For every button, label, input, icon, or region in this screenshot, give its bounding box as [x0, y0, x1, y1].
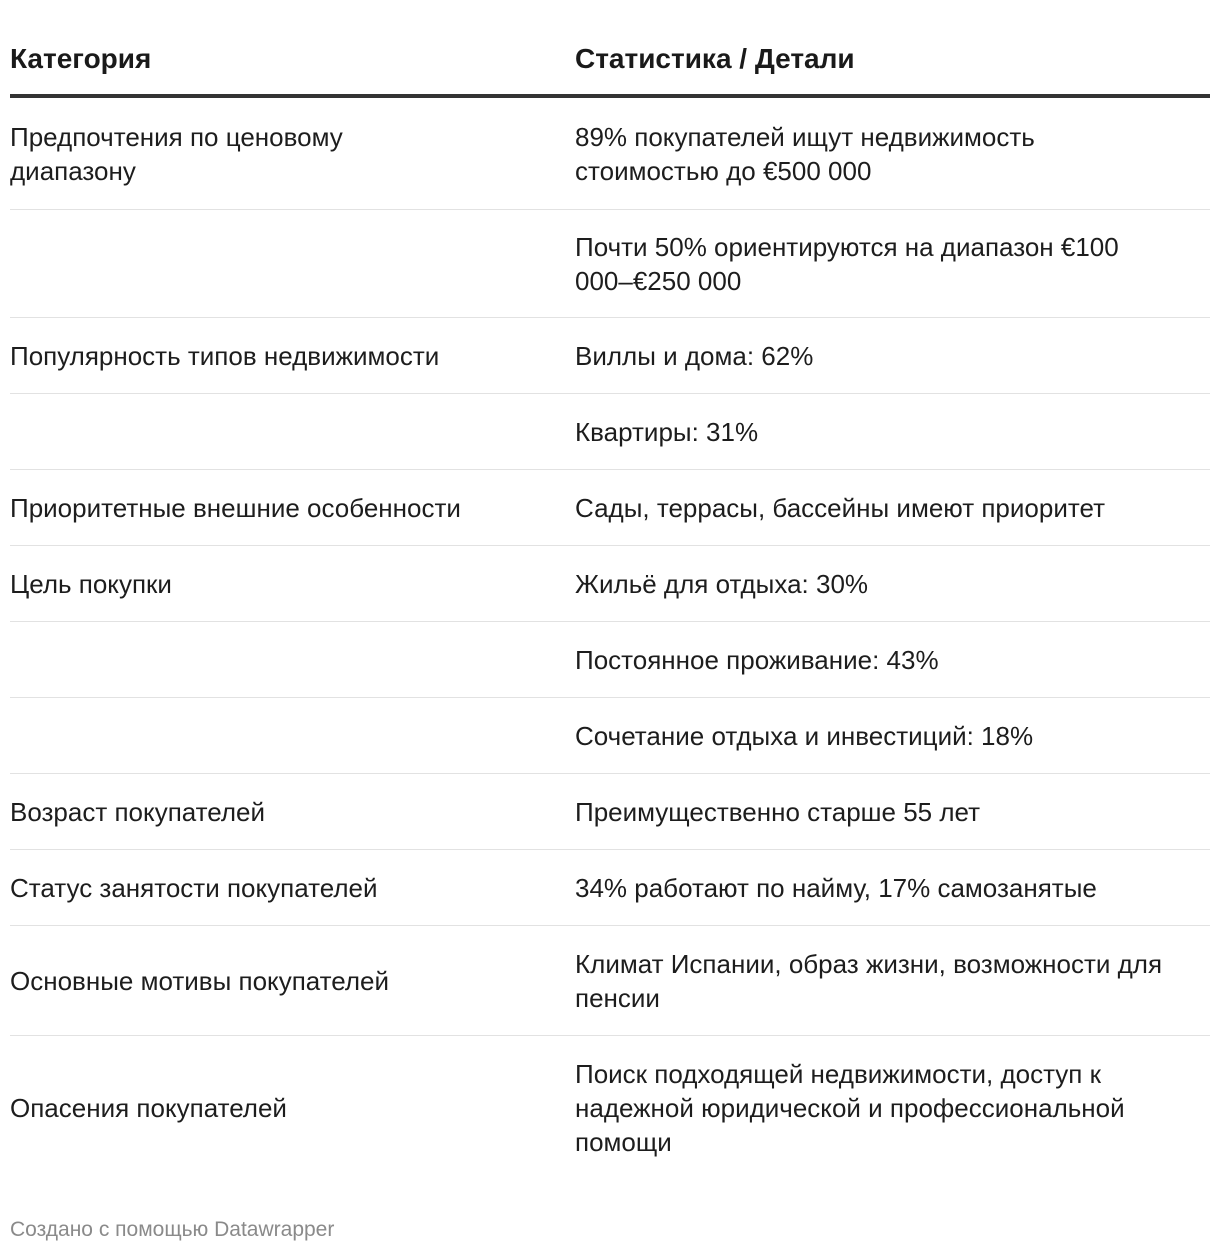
row-details: Преимущественно старше 55 лет [575, 796, 981, 827]
row-category: Статус занятости покупателей [10, 872, 378, 903]
table-row [10, 926, 1210, 1036]
header-details: Статистика / Детали [575, 43, 855, 74]
row-category: Популярность типов недвижимости [10, 340, 440, 371]
header-category: Категория [10, 43, 152, 74]
row-details: 89% покупателей ищут недвижимость стоимостью до €500 000 [575, 121, 1035, 186]
table-row [10, 98, 1210, 210]
row-details: Постоянное проживание: 43% [575, 644, 939, 675]
footer-credit: Создано с помощью Datawrapper [10, 1218, 335, 1241]
row-category: Опасения покупателей [10, 1093, 287, 1123]
table-row [10, 470, 1210, 546]
row-details: Почти 50% ориентируются на диапазон €100 000–€250 000 [575, 231, 1119, 296]
row-details: Сады, террасы, бассейны имеют приоритет [575, 492, 1105, 523]
row-category: Приоритетные внешние особенности [10, 492, 461, 523]
data-table [10, 0, 1210, 1180]
row-details: Виллы и дома: 62% [575, 340, 814, 371]
table-row [10, 1036, 1210, 1180]
row-category: Предпочтения по ценовому диапазону [10, 121, 343, 186]
row-details: Жильё для отдыха: 30% [575, 568, 869, 599]
table-row [10, 210, 1210, 318]
table-row [10, 546, 1210, 622]
row-details: Квартиры: 31% [575, 416, 759, 447]
table-row [10, 622, 1210, 698]
row-category: Цель покупки [10, 568, 172, 599]
row-details: Сочетание отдыха и инвестиций: 18% [575, 720, 1034, 751]
row-details: 34% работают по найму, 17% самозанятые [575, 872, 1097, 903]
table-row [10, 698, 1210, 774]
table-header [10, 0, 1210, 98]
row-details: Климат Испании, образ жизни, возможности для пенсии [575, 948, 1163, 1013]
row-category: Основные мотивы покупателей [10, 965, 390, 996]
row-category: Возраст покупателей [10, 796, 266, 827]
table-row [10, 394, 1210, 470]
table-row [10, 850, 1210, 926]
table-row [10, 318, 1210, 394]
table-row [10, 774, 1210, 850]
row-details: Поиск подходящей недвижимости, доступ к надежной юридической и профессиональной помощи [575, 1059, 1125, 1157]
